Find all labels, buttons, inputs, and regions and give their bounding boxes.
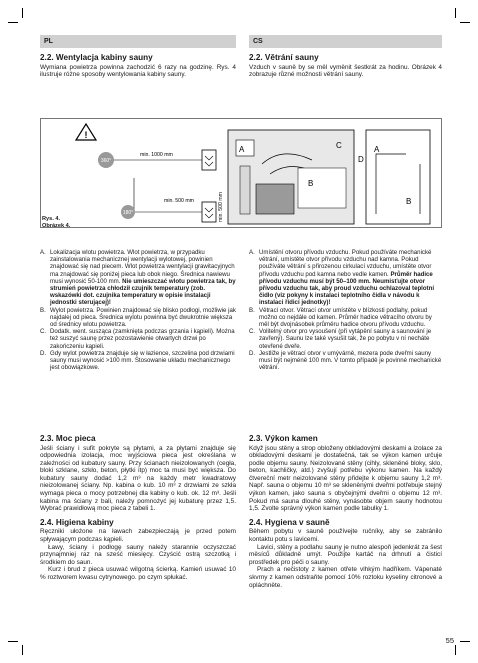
list-item-bold-text: Nie umieszczać wlotu powietrza tak, by strumień powietrza chłodził czujnik temperatury (zob. wskazówki dot. czujnika temperatury w opisie instalacji jednostki sterującej)! [50, 277, 236, 307]
pl-hygiene-heading: 2.4. Higiena kabiny [40, 517, 114, 527]
crop-mark [460, 22, 470, 23]
heater-icon [256, 184, 294, 214]
list-item-text: Lokalizacja wlotu powietrza. Wlot powietrza, w przypadku zainstalowania mechanicznej wentylacji wylotowej, powinien znajdować się nad piecem. Wlot powietrza wentylacji grawitacyjnych ma znajdować się poniżej pieca lub obok niego. Średnica nawiewu musi wynosić 50-100 mm. [50, 249, 235, 285]
pl-vent-section [40, 53, 236, 79]
cs-vent-section [249, 53, 442, 79]
cs-hygiene-text-1: Během pobytu v sauně používejte ručníky, aby se zabránilo kontaktu potu s lavicemi. [249, 528, 442, 543]
cs-list [249, 249, 442, 371]
list-item [40, 307, 236, 329]
list-item-letter: D. [249, 349, 256, 357]
room-diagram [218, 130, 364, 224]
lang-label-cs: CS [253, 38, 263, 45]
cs-power-section [249, 434, 442, 589]
lang-bar-cs [249, 35, 442, 48]
cs-power-text: Když jsou stěny a strop obloženy obkladovými deskami a izolace za obkladovými deskami je dostatečná, tak se výkon kamen určuje podle objemu sauny. Neizolované stěny (cihly, skleněné bloky, sklo, beton, kachličky, atd.) zvyšují potřebu výkonu kamen. Na každý čtvereční metr neizolované stěny přidejte k objemu sauny 1,2 m³. Např. sauna o objemu 10 m³ se skleněnými dveřmi potřebuje stejný výkon kamen, jako sauna s obyčejnými dveřmi o objemu 12 m³. Pokud má sauna dlouhé stěny, vynásobte objem sauny hodnotou 1,5. Zvolte správný výkon kamen podle tabulky 1. [249, 444, 442, 513]
figure-caption-cs: Obrázek 4. [42, 222, 71, 229]
lang-label-pl: PL [44, 38, 53, 45]
pl-vent-text: Wymiana powietrza powinna zachodzić 6 razy na godzinę. Rys. 4 ilustruje różne sposoby wentylowania kabiny sauny. [40, 63, 236, 79]
crop-mark [8, 641, 18, 642]
dimension-label-500-h: min. 500 mm [164, 198, 194, 204]
list-item [40, 328, 236, 350]
list-item [249, 249, 442, 307]
list-item-text: Dodatk. went. susząca (zamknięta podczas grzania i kąpieli). Można też suszyć saunę przez pozostawienie otwartych drzwi po zakończeniu kąpieli. [50, 328, 235, 350]
list-item [249, 307, 442, 329]
crop-mark [455, 8, 456, 18]
lang-bar-pl [40, 35, 236, 48]
label-a-2: A [374, 145, 380, 154]
pl-hygiene-text-2: Ławy, ściany i podłogę sauny należy starannie oczyszczać przynajmniej raz na sześć miesięcy. Czyścić ostrą szczotką i środkiem do saun. [40, 543, 236, 566]
cs-power-heading: 2.3. Výkon kamen [249, 434, 318, 443]
list-item [40, 249, 236, 307]
pl-power-section [40, 434, 236, 582]
list-item-letter: A. [249, 249, 255, 256]
pl-hygiene-text-3: Kurz i brud z pieca usuwać wilgotną ścierką. Kamień usuwać 10 % roztworem kwasu cytrynowego. po czym spłukać. [40, 566, 236, 581]
cs-hygiene-text-3: Prach a nečistoty z kamen otřete vlhkým hadříkem. Vápenaté skvrny z kamen odstraňte pomocí 10% roztoku kyseliny citronové a opláchněte. [249, 566, 442, 589]
list-item-letter: C. [249, 328, 256, 336]
label-b: B [308, 179, 314, 188]
list-item-text: Gdy wylot powietrza znajduje się w łazience, szczelina pod drzwiami sauny musi wynosić >100 mm. Stosowanie układu mechanicznego jest obowiązkowe. [50, 349, 235, 372]
ventilation-figure [40, 118, 442, 228]
list-item-letter: B. [40, 306, 46, 314]
list-item-letter: A. [40, 249, 46, 256]
svg-text:!: ! [84, 130, 88, 140]
page-number: 55 [445, 636, 454, 645]
list-item-letter: C. [40, 328, 47, 336]
pl-power-heading: 2.3. Moc pieca [40, 434, 96, 443]
label-c: C [336, 141, 342, 150]
label-d: D [358, 155, 364, 164]
list-item-bold-text: Průměr hadice přívodu vzduchu musí být 50–100 mm. Neumisťujte otvor přívodu vzduchu tak, aby proud vzduchu ochlazoval teplotní čidlo (viz pokyny k instalaci teplotního čidla v návodu k instalaci řídicí jednotky)! [259, 270, 435, 307]
figure-caption-pl: Rys. 4. [42, 216, 61, 222]
label-a: A [239, 145, 245, 154]
crop-mark [8, 22, 18, 23]
dimension-label-500-v: min. 500 mm [218, 192, 224, 222]
pl-hygiene-text-1: Ręczniki ułożone na ławach zabezpieczają je przed potem spływającym podczas kąpieli. [40, 528, 236, 543]
crop-mark [22, 645, 23, 655]
list-item [249, 350, 442, 372]
pl-power-text: Jeśli ściany i sufit pokryte są płytami, a za płytami znajduje się odpowiednia izolacja, moc wyjściowa pieca jest określana w zależności od kubatury sauny. Przy ścianach nieizolowanych (cegła, bloki szklane, szkło, beton, płytki itp) moc ta musi być większa. Do kubatury sauny dodać 1,2 m³ na każdy metr kwadratowy nieizolowanej ściany. Np. kabina o kub. 10 m³ z drzwiami ze szkła wymaga pieca o mocy potrzebnej dla kabiny o kub. ok. 12 m³. Jeśli kabina ma ściany z bali, należy pomnożyć jej kubaturę przez 1,5. Wybrać prawidłową moc pieca z tabeli 1. [40, 444, 236, 513]
pl-list [40, 249, 236, 371]
room-diagram-2 [366, 130, 430, 224]
angle-label-360: 360° [100, 158, 112, 164]
pl-vent-heading: 2.2. Wentylacja kabiny sauny [40, 53, 153, 62]
list-item-text: Jestliže je větrací otvor v umývárně, mezera pode dveřmi sauny musí být nejméně 100 mm. V tomto případě je povinné mechanické větrání. [259, 349, 442, 372]
list-item-text: Volitelný otvor pro vysoušení (při vytápění sauny a saunování je zavřený). Saunu lze také vysušit tak, že po pobytu v ní necháte otevřené dveře. [259, 328, 432, 350]
cs-vent-text: Vzduch v sauně by se měl vyměnit šestkrát za hodinu. Obrázek 4 zobrazuje různé možnosti větrání sauny. [249, 63, 442, 79]
label-b-2: B [406, 197, 412, 206]
list-item-text: Umístění otvoru přívodu vzduchu. Pokud používáte mechanické větrání, umístěte otvor přívodu vzduchu nad kamna. Pokud používáte větrání s přirozenou cirkulací vzduchu, umístěte otvor přívodu vzduchu pod kamna nebo vedle kamen. [259, 249, 432, 278]
dimension-label-1000: min. 1000 mm [140, 152, 173, 158]
list-item-text: Větrací otvor. Větrací otvor umístěte v blízkosti podlahy, pokud možno co nejdále od kamen. Průměr hadice větracího otvoru by měl být dvojnásobek průměru hadice otvoru přívodu vzduchu. [259, 306, 432, 329]
figure-caption [42, 216, 70, 229]
cs-vent-heading: 2.2. Větrání sauny [249, 53, 319, 62]
list-item-text: Wylot powietrza. Powinien znajdować się blisko podłogi, możliwie jak najdalej od pieca. Średnica wylotu powinna być dwukrotnie większa od średnicy wlotu powietrza. [50, 306, 236, 329]
list-item [40, 350, 236, 372]
list-item-letter: B. [249, 306, 255, 314]
list-item [249, 328, 442, 350]
crop-mark [22, 8, 23, 18]
cs-hygiene-heading: 2.4. Hygiena v sauně [249, 517, 330, 527]
crop-mark [455, 645, 456, 655]
angle-label-180: 180° [122, 210, 134, 216]
list-item-letter: D. [40, 349, 47, 357]
cs-hygiene-text-2: Lavici, stěny a podlahu sauny je nutno alespoň jedenkrát za šest měsíců důkladně umýt. Použijte kartáč na drhnutí a čisticí prostředek pro péči o sauny. [249, 543, 442, 566]
crop-mark [460, 641, 470, 642]
